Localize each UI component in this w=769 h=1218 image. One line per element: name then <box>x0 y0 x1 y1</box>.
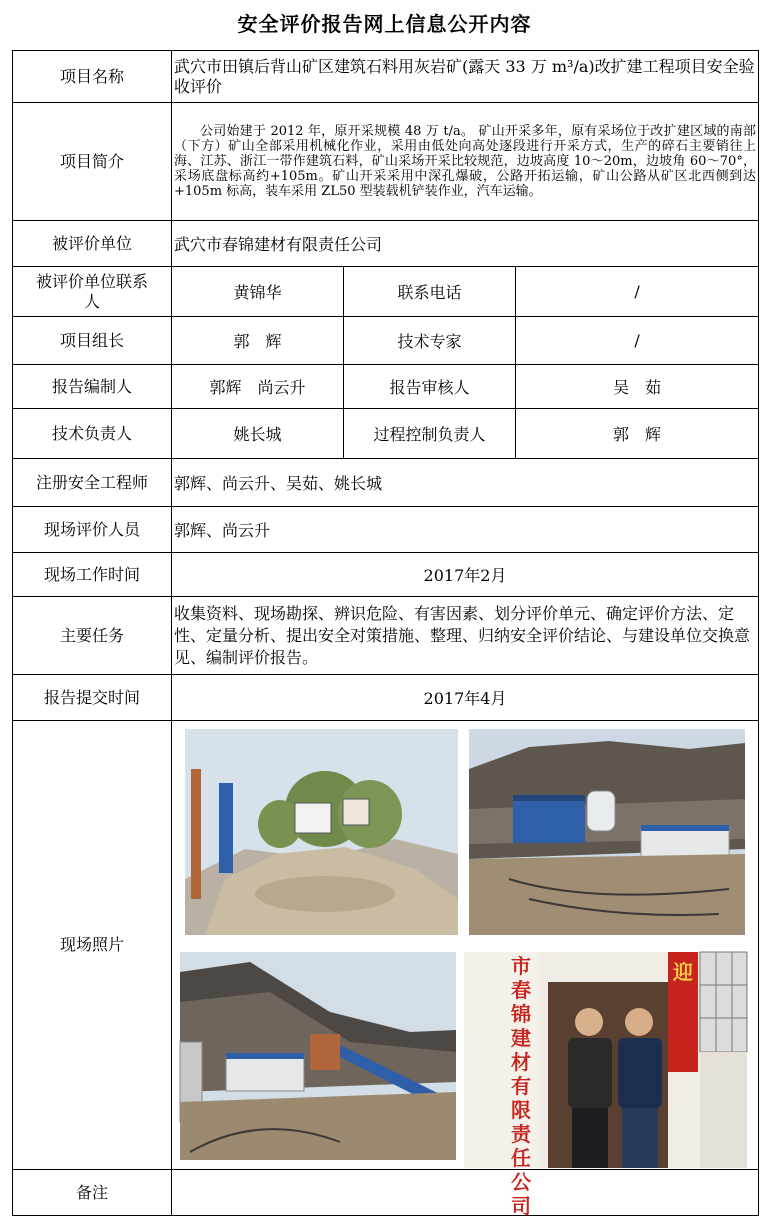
row-site-photos <box>13 721 759 1170</box>
row-main-tasks <box>13 597 759 675</box>
row-project-name <box>13 51 759 103</box>
door-couplet: 迎 <box>673 960 693 984</box>
phone-value: / <box>516 267 759 317</box>
project-name-value: 武穴市田镇后背山矿区建筑石料用灰岩矿(露天 33 万 m³/a)改扩建工程项目安全验收评价 <box>172 51 759 103</box>
row-remarks <box>13 1170 759 1216</box>
site-evaluators-value: 郭辉、尚云升 <box>172 507 759 553</box>
project-intro-label: 项目简介 <box>13 103 172 221</box>
photo-grid <box>172 721 758 1218</box>
evaluated-unit-label: 被评价单位 <box>13 221 172 267</box>
safety-engineers-value: 郭辉、尚云升、吴茹、姚长城 <box>172 459 759 507</box>
main-tasks-value: 收集资料、现场勘探、辨识危险、有害因素、划分评价单元、确定评价方法、定性、定量分析、提出安全对策措施、整理、归纳安全评价结论、与建设单位交换意见、编制评价报告。 <box>172 597 759 675</box>
row-safety-engineers <box>13 459 759 507</box>
page-title: 安全评价报告网上信息公开内容 <box>237 12 532 36</box>
row-project-intro <box>13 103 759 221</box>
phone-label: 联系电话 <box>344 267 516 317</box>
reviewer-label: 报告审核人 <box>344 365 516 409</box>
team-leader-label: 项目组长 <box>13 317 172 365</box>
tech-lead-label: 技术负责人 <box>13 409 172 459</box>
main-tasks-label: 主要任务 <box>13 597 172 675</box>
site-photo-tank <box>469 729 745 935</box>
info-table <box>12 50 759 1216</box>
contact-label: 被评价单位联系人 <box>13 267 172 317</box>
evaluated-unit-value: 武穴市春锦建材有限责任公司 <box>172 221 759 267</box>
process-label: 过程控制负责人 <box>344 409 516 459</box>
row-submit-time <box>13 675 759 721</box>
company-sign-vertical: 市春锦建材有限责任公司 <box>511 954 531 1218</box>
project-name-label: 项目名称 <box>13 51 172 103</box>
remarks-value <box>172 1170 759 1216</box>
expert-value: / <box>516 317 759 365</box>
contact-value: 黄锦华 <box>172 267 344 317</box>
site-photo-conveyor <box>180 952 456 1160</box>
site-time-label: 现场工作时间 <box>13 553 172 597</box>
safety-engineers-label: 注册安全工程师 <box>13 459 172 507</box>
team-leader-value: 郭 辉 <box>172 317 344 365</box>
row-team-leader <box>13 317 759 365</box>
site-photo-staff <box>464 952 747 1218</box>
reviewer-value: 吴 茹 <box>516 365 759 409</box>
row-evaluated-unit <box>13 221 759 267</box>
row-tech-lead <box>13 409 759 459</box>
expert-label: 技术专家 <box>344 317 516 365</box>
row-site-time <box>13 553 759 597</box>
submit-time-label: 报告提交时间 <box>13 675 172 721</box>
site-time-value: 2017年2月 <box>172 553 759 597</box>
site-evaluators-label: 现场评价人员 <box>13 507 172 553</box>
site-photo-entrance <box>185 729 458 935</box>
tech-lead-value: 姚长城 <box>172 409 344 459</box>
row-report-author <box>13 365 759 409</box>
report-author-label: 报告编制人 <box>13 365 172 409</box>
process-value: 郭 辉 <box>516 409 759 459</box>
row-contact <box>13 267 759 317</box>
report-author-value: 郭辉 尚云升 <box>172 365 344 409</box>
submit-time-value: 2017年4月 <box>172 675 759 721</box>
site-photos-cell <box>172 721 759 1218</box>
remarks-label: 备注 <box>13 1170 172 1216</box>
site-photos-label: 现场照片 <box>13 721 172 1170</box>
project-intro-value: 公司始建于 2012 年，原开采规模 48 万 t/a。 矿山开采多年，原有采场位于改扩建区域的南部（下方）矿山全部采用机械化作业，采用由低处向高处逐段进行开采方式，生产的碎石主要销往上海、江苏、浙江一带作建筑石料，矿山采场开采比较规范，边坡高度 10～20m，边坡角 60～70°，采场底盘标高约+105m。矿山开采采用中深孔爆破，公路开拓运输，矿山公路从矿区北西侧到达+105m 标高，装车采用 ZL50 型装载机铲装作业，汽车运输。 <box>172 103 759 221</box>
row-site-evaluators <box>13 507 759 553</box>
